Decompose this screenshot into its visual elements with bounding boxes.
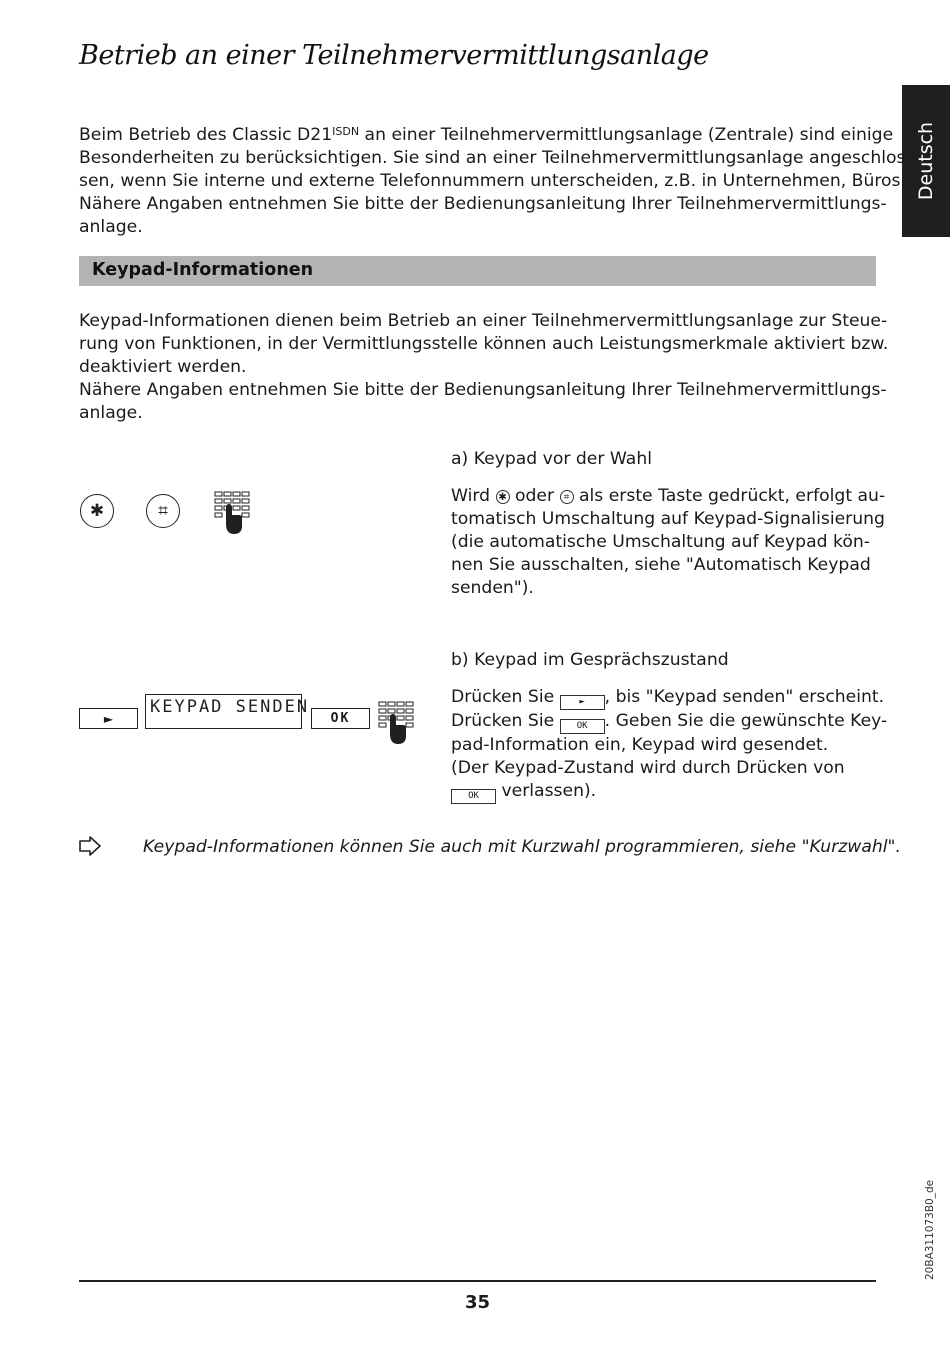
intro-line-2: Besonderheiten zu berücksichtigen. Sie sind an einer Teilnehmervermittlungsanlage angeschlos- xyxy=(79,148,912,168)
section-line-1: Keypad-Informationen dienen beim Betrieb an einer Teilnehmervermittlungsanlage zur Steue- xyxy=(79,311,888,331)
step-a-line-3: (die automatische Umschaltung auf Keypad kön- xyxy=(451,532,870,552)
pointing-hand-icon xyxy=(79,836,101,856)
step-a-heading: a) Keypad vor der Wahl xyxy=(451,449,653,469)
keypad-hand-icon xyxy=(376,700,418,746)
hash-key-inline-icon: ⌗ xyxy=(560,490,574,504)
section-line-3: deaktiviert werden. xyxy=(79,357,247,377)
keypad-hand-icon xyxy=(212,490,254,536)
step-b-line-4: (Der Keypad-Zustand wird durch Drücken von xyxy=(451,758,845,778)
page-number: 35 xyxy=(464,1292,491,1313)
star-key-icon: ✱ xyxy=(80,494,114,528)
document-code: 20BA311073B0_de xyxy=(924,1179,936,1280)
star-key-inline-icon: ✱ xyxy=(496,490,510,504)
intro-line-1: Beim Betrieb des Classic $D21^{ISDN}$ an einer Teilnehmervermittlungsanlage (Zentrale) sind einige xyxy=(79,125,894,145)
ok-key-inline-icon: OK xyxy=(560,719,605,734)
intro-line-3: sen, wenn Sie interne und externe Telefonnummern unterscheiden, z.B. in Unternehmen, Büros. xyxy=(79,171,906,191)
page-title: Betrieb an einer Teilnehmervermittlungsanlage xyxy=(79,40,709,71)
step-b-heading: b) Keypad im Gesprächszustand xyxy=(451,650,729,670)
note-text: Keypad-Informationen können Sie auch mit Kurzwahl programmieren, siehe "Kurzwahl". xyxy=(143,837,901,857)
step-b-text xyxy=(451,686,887,804)
section-heading-bar xyxy=(79,256,876,286)
isdn-superscript: ISDN xyxy=(332,125,360,138)
section-paragraph xyxy=(79,310,888,425)
section-heading: Keypad-Informationen xyxy=(92,260,314,280)
section-line-2: rung von Funktionen, in der Vermittlungsstelle können auch Leistungsmerkmale aktiviert bzw. xyxy=(79,334,889,354)
ok-key-icon: OK xyxy=(311,708,370,729)
step-b-line-5: OK verlassen). xyxy=(451,780,887,804)
hash-key-icon: ⌗ xyxy=(146,494,180,528)
display-text: KEYPAD SENDEN xyxy=(150,697,310,717)
step-a-line-2: tomatisch Umschaltung auf Keypad-Signalisierung xyxy=(451,509,885,529)
step-a-line-1: Wird ✱ oder ⌗ als erste Taste gedrückt, erfolgt au- xyxy=(451,486,886,506)
intro-line-4: Nähere Angaben entnehmen Sie bitte der Bedienungsanleitung Ihrer Teilnehmervermittlungs- xyxy=(79,194,887,214)
phone-display xyxy=(145,694,310,729)
section-line-4: Nähere Angaben entnehmen Sie bitte der Bedienungsanleitung Ihrer Teilnehmervermittlungs- xyxy=(79,380,887,400)
section-line-5: anlage. xyxy=(79,403,143,423)
step-a-line-4: nen Sie ausschalten, siehe "Automatisch Keypad xyxy=(451,555,871,575)
step-b-line-1: Drücken Sie ► , bis "Keypad senden" erscheint. xyxy=(451,686,887,710)
intro-paragraph xyxy=(79,120,912,239)
step-a-text xyxy=(451,485,885,600)
step-b-line-2: Drücken Sie OK . Geben Sie die gewünschte Key- xyxy=(451,710,887,734)
footer-rule xyxy=(79,1280,876,1282)
arrow-key-inline-icon: ► xyxy=(560,695,605,710)
step-b-line-3: pad-Information ein, Keypad wird gesendet. xyxy=(451,735,829,755)
ok-key-inline-icon: OK xyxy=(451,789,496,804)
arrow-key-icon: ► xyxy=(79,708,138,729)
step-a-line-5: senden"). xyxy=(451,578,534,598)
intro-line-5: anlage. xyxy=(79,217,143,237)
language-tab-label: Deutsch xyxy=(915,121,937,201)
